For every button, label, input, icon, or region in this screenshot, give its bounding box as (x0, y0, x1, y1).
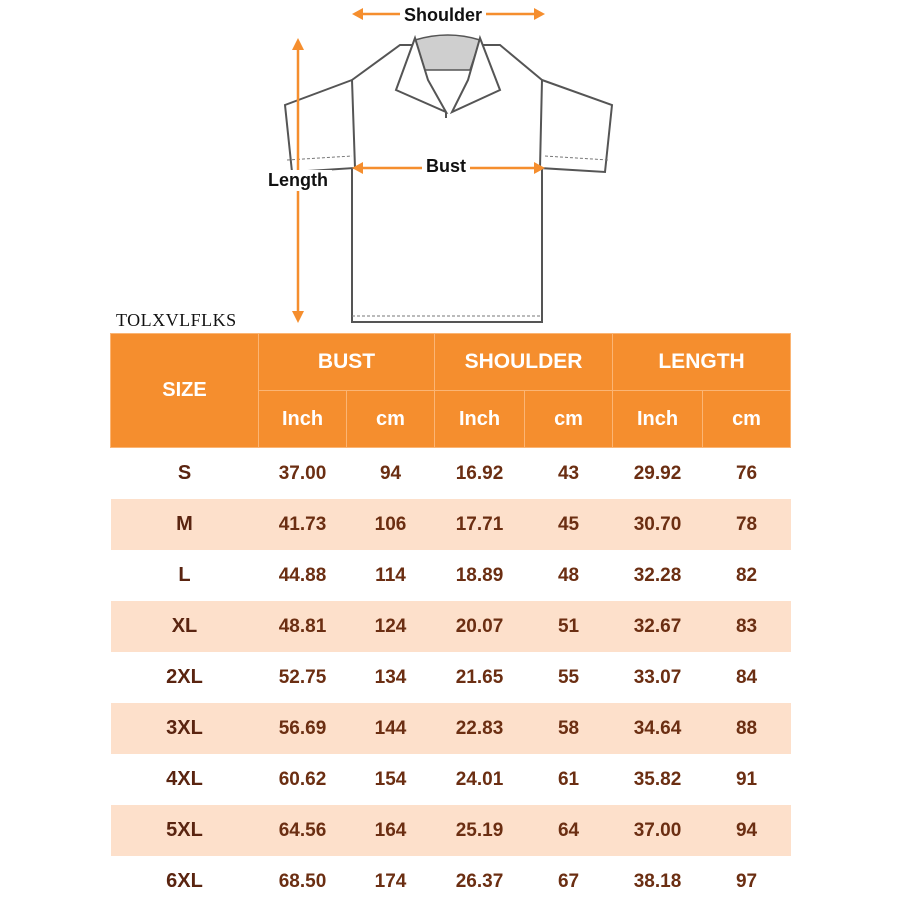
measurement-cell: 114 (347, 550, 435, 601)
measurement-cell: 24.01 (435, 754, 525, 805)
measurement-cell: 43 (525, 448, 613, 500)
measurement-cell: 35.82 (613, 754, 703, 805)
measurement-cell: 45 (525, 499, 613, 550)
measurement-cell: 41.73 (259, 499, 347, 550)
measurement-cell: 64 (525, 805, 613, 856)
measurement-cell: 26.37 (435, 856, 525, 907)
measurement-cell: 56.69 (259, 703, 347, 754)
size-cell: 2XL (111, 652, 259, 703)
table-row (111, 601, 791, 652)
unit-header: cm (347, 391, 435, 448)
size-rows (111, 448, 791, 907)
measurement-cell: 134 (347, 652, 435, 703)
measurement-cell: 20.07 (435, 601, 525, 652)
measurement-cell: 16.92 (435, 448, 525, 500)
measurement-cell: 91 (703, 754, 791, 805)
measurement-cell: 48 (525, 550, 613, 601)
measurement-cell: 29.92 (613, 448, 703, 500)
table-header-row (111, 334, 791, 391)
table-row (111, 856, 791, 907)
measurement-cell: 25.19 (435, 805, 525, 856)
bust-label: Bust (422, 156, 470, 177)
size-header: SIZE (111, 334, 259, 448)
measurement-cell: 37.00 (613, 805, 703, 856)
measurement-cell: 61 (525, 754, 613, 805)
size-cell: L (111, 550, 259, 601)
shoulder-header: SHOULDER (435, 334, 613, 391)
table-row (111, 805, 791, 856)
table-row (111, 499, 791, 550)
measurement-cell: 48.81 (259, 601, 347, 652)
size-chart-table (110, 333, 791, 907)
size-cell: S (111, 448, 259, 500)
measurement-cell: 76 (703, 448, 791, 500)
size-cell: 6XL (111, 856, 259, 907)
measurement-cell: 68.50 (259, 856, 347, 907)
measurement-cell: 94 (347, 448, 435, 500)
measurement-cell: 44.88 (259, 550, 347, 601)
measurement-cell: 83 (703, 601, 791, 652)
measurement-cell: 22.83 (435, 703, 525, 754)
measurement-cell: 55 (525, 652, 613, 703)
measurement-cell: 94 (703, 805, 791, 856)
brand-name: TOLXVLFLKS (116, 310, 237, 331)
bust-header: BUST (259, 334, 435, 391)
unit-header: cm (525, 391, 613, 448)
measurement-cell: 144 (347, 703, 435, 754)
measurement-cell: 34.64 (613, 703, 703, 754)
measurement-cell: 164 (347, 805, 435, 856)
measurement-cell: 21.65 (435, 652, 525, 703)
measurement-cell: 33.07 (613, 652, 703, 703)
unit-header: cm (703, 391, 791, 448)
measurement-cell: 17.71 (435, 499, 525, 550)
length-header: LENGTH (613, 334, 791, 391)
measurement-cell: 124 (347, 601, 435, 652)
unit-header: Inch (259, 391, 347, 448)
measurement-cell: 32.28 (613, 550, 703, 601)
measurement-cell: 58 (525, 703, 613, 754)
measurement-cell: 37.00 (259, 448, 347, 500)
shoulder-label: Shoulder (400, 5, 486, 26)
measurement-cell: 106 (347, 499, 435, 550)
size-cell: 5XL (111, 805, 259, 856)
measurement-cell: 97 (703, 856, 791, 907)
table-row (111, 652, 791, 703)
measurement-cell: 67 (525, 856, 613, 907)
measurement-cell: 88 (703, 703, 791, 754)
measurement-cell: 154 (347, 754, 435, 805)
measurement-cell: 52.75 (259, 652, 347, 703)
table-row (111, 754, 791, 805)
measurement-cell: 18.89 (435, 550, 525, 601)
measurement-cell: 78 (703, 499, 791, 550)
measurement-cell: 30.70 (613, 499, 703, 550)
length-label: Length (264, 170, 332, 191)
unit-header: Inch (613, 391, 703, 448)
table-row (111, 703, 791, 754)
table-row (111, 448, 791, 500)
measurement-cell: 38.18 (613, 856, 703, 907)
measurement-cell: 60.62 (259, 754, 347, 805)
unit-header: Inch (435, 391, 525, 448)
measurement-diagram (0, 0, 900, 330)
table-row (111, 550, 791, 601)
size-cell: M (111, 499, 259, 550)
size-cell: XL (111, 601, 259, 652)
measurement-cell: 64.56 (259, 805, 347, 856)
size-cell: 3XL (111, 703, 259, 754)
measurement-cell: 32.67 (613, 601, 703, 652)
measurement-cell: 174 (347, 856, 435, 907)
measurement-cell: 82 (703, 550, 791, 601)
measurement-cell: 84 (703, 652, 791, 703)
size-cell: 4XL (111, 754, 259, 805)
measurement-cell: 51 (525, 601, 613, 652)
